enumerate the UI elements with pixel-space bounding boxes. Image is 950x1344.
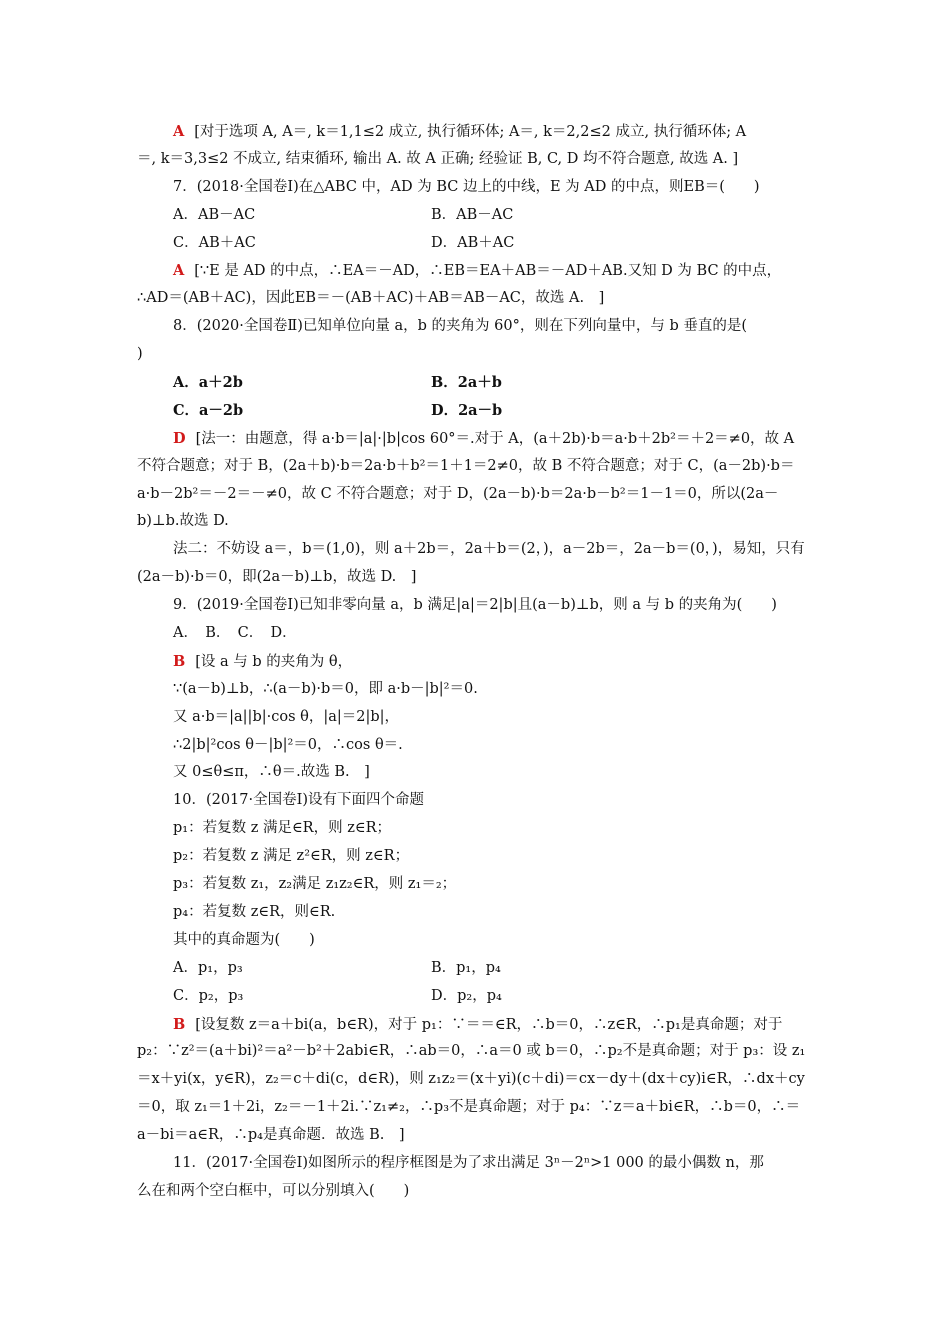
option-right: D．2a－b [431, 401, 503, 419]
option-left: A．a＋2b [173, 374, 243, 392]
answer-text: [设复数 z＝a＋bi(a，b∈R)，对于 p₁：∵＝＝∈R，∴b＝0，∴z∈R，∴p₁是真命题；对于 [195, 1016, 783, 1033]
question-line: 9．(2019·全国卷Ⅰ)已知非零向量 a，b 满足|a|＝2|b|且(a－b)⊥b，则 a 与 b 的夹角为( ) [173, 597, 777, 614]
answer-text: [设 a 与 b 的夹角为 θ， [195, 653, 353, 670]
option-left: C．p₂，p₃ [173, 987, 244, 1004]
text-line: 又 a·b＝|a||b|·cos θ，|a|＝2|b|， [173, 708, 400, 725]
text-line: p₁：若复数 z 满足∈R，则 z∈R； [173, 820, 392, 837]
option-right: B．p₁，p₄ [431, 959, 501, 976]
question-line: 10．(2017·全国卷Ⅰ)设有下面四个命题 [173, 792, 425, 809]
text-line: b)⊥b.故选 D. [137, 513, 229, 530]
answer-line [137, 118, 817, 146]
option-right: D．AB＋AC [431, 234, 515, 251]
answer-line [137, 257, 817, 285]
text-line: ＝, k＝3,3≤2 不成立, 结束循环, 输出 A. 故 A 正确; 经验证 B, C, D 均不符合题意, 故选 A. ] [137, 150, 739, 167]
option-row [137, 202, 817, 230]
answer-line [137, 425, 817, 453]
option-left: C．a－2b [173, 401, 244, 419]
answer-key: B [173, 652, 186, 670]
text-line: A． B． C． D． [173, 625, 297, 642]
text-line: ＝x＋yi(x，y∈R)，z₂＝c＋di(c，d∈R)，则 z₁z₂＝(x＋yi)(c＋di)＝cx－dy＋(dx＋cy)i∈R，∴dx＋cy [137, 1071, 805, 1088]
answer-key: A [173, 262, 185, 280]
option-row [137, 983, 817, 1011]
question-line: 11．(2017·全国卷Ⅰ)如图所示的程序框图是为了求出满足 3ⁿ－2ⁿ>1 000 的最小偶数 n，那 [173, 1154, 764, 1171]
option-row [137, 230, 817, 258]
option-left: A．AB－AC [173, 206, 256, 223]
option-right: D．p₂，p₄ [431, 987, 502, 1004]
answer-key: A [173, 123, 185, 140]
text-line: a·b－2b²＝－2＝－≠0，故 C 不符合题意；对于 D，(2a－b)·b＝2a·b－b²＝1－1＝0，所以(2a－ [137, 485, 779, 502]
text-line: ∴2|b|²cos θ－|b|²＝0，∴cos θ＝. [173, 736, 403, 753]
option-row [137, 397, 817, 425]
text-line: ) [137, 346, 143, 363]
answer-key: B [173, 1015, 186, 1033]
option-right: B．AB－AC [431, 206, 514, 223]
text-line: p₂：若复数 z 满足 z²∈R，则 z∈R； [173, 848, 410, 865]
option-row [137, 955, 817, 983]
text-line: p₃：若复数 z₁，z₂满足 z₁z₂∈R，则 z₁＝₂； [173, 876, 457, 893]
text-line: (2a－b)·b＝0，即(2a－b)⊥b，故选 D. ] [137, 569, 417, 586]
text-line: a－bi＝a∈R，∴p₄是真命题．故选 B. ] [137, 1127, 405, 1144]
answer-text: [∵E 是 AD 的中点，∴EA＝－AD，∴EB＝EA＋AB＝－AD＋AB.又知 D 为 BC 的中点， [194, 263, 782, 280]
text-line: 又 0≤θ≤π，∴θ＝.故选 B. ] [173, 764, 370, 781]
text-line: p₄：若复数 z∈R，则∈R. [173, 903, 336, 920]
text-line: 么在和两个空白框中，可以分别填入( ) [137, 1182, 410, 1199]
answer-line [137, 648, 817, 676]
text-line: ∴AD＝(AB＋AC)，因此EB＝－(AB＋AC)＋AB＝AB－AC，故选 A. ] [137, 290, 605, 307]
answer-line [137, 1011, 817, 1039]
answer-text: [对于选项 A, A＝, k＝1,1≤2 成立, 执行循环体; A＝, k＝2,2≤2 成立, 执行循环体; A [194, 124, 747, 140]
text-line: ∵(a－b)⊥b，∴(a－b)·b＝0，即 a·b－|b|²＝0. [173, 680, 478, 697]
text-line: p₂：∵z²＝(a＋bi)²＝a²－b²＋2abi∈R，∴ab＝0，∴a＝0 或 b＝0，∴p₂不是真命题；对于 p₃：设 z₁ [137, 1043, 806, 1060]
question-line: 8．(2020·全国卷Ⅱ)已知单位向量 a，b 的夹角为 60°，则在下列向量中，与 b 垂直的是( [173, 318, 748, 335]
document-page [137, 118, 817, 1206]
option-row [137, 369, 817, 397]
text-line: 其中的真命题为( ) [173, 931, 315, 948]
option-left: C．AB＋AC [173, 234, 256, 251]
option-left: A．p₁，p₃ [173, 959, 243, 976]
option-right: B．2a＋b [431, 374, 502, 392]
text-line: ＝0，取 z₁＝1＋2i，z₂＝－1＋2i.∵z₁≠₂，∴p₃不是真命题；对于 p₄：∵z＝a＋bi∈R，∴b＝0，∴＝ [137, 1099, 801, 1116]
question-line: 7．(2018·全国卷Ⅰ)在△ABC 中，AD 为 BC 边上的中线，E 为 AD 的中点，则EB＝( ) [173, 178, 760, 195]
text-line: 法二：不妨设 a＝，b＝(1,0)，则 a＋2b＝，2a＋b＝(2，)，a－2b＝，2a－b＝(0，)，易知，只有 [173, 541, 805, 558]
answer-text: [法一：由题意，得 a·b＝|a|·|b|cos 60°＝.对于 A，(a＋2b)·b＝a·b＋2b²＝＋2＝≠0，故 A [195, 430, 795, 447]
answer-key: D [173, 429, 186, 447]
text-line: 不符合题意；对于 B，(2a＋b)·b＝2a·b＋b²＝1＋1＝2≠0，故 B 不符合题意；对于 C，(a－2b)·b＝ [137, 457, 795, 474]
